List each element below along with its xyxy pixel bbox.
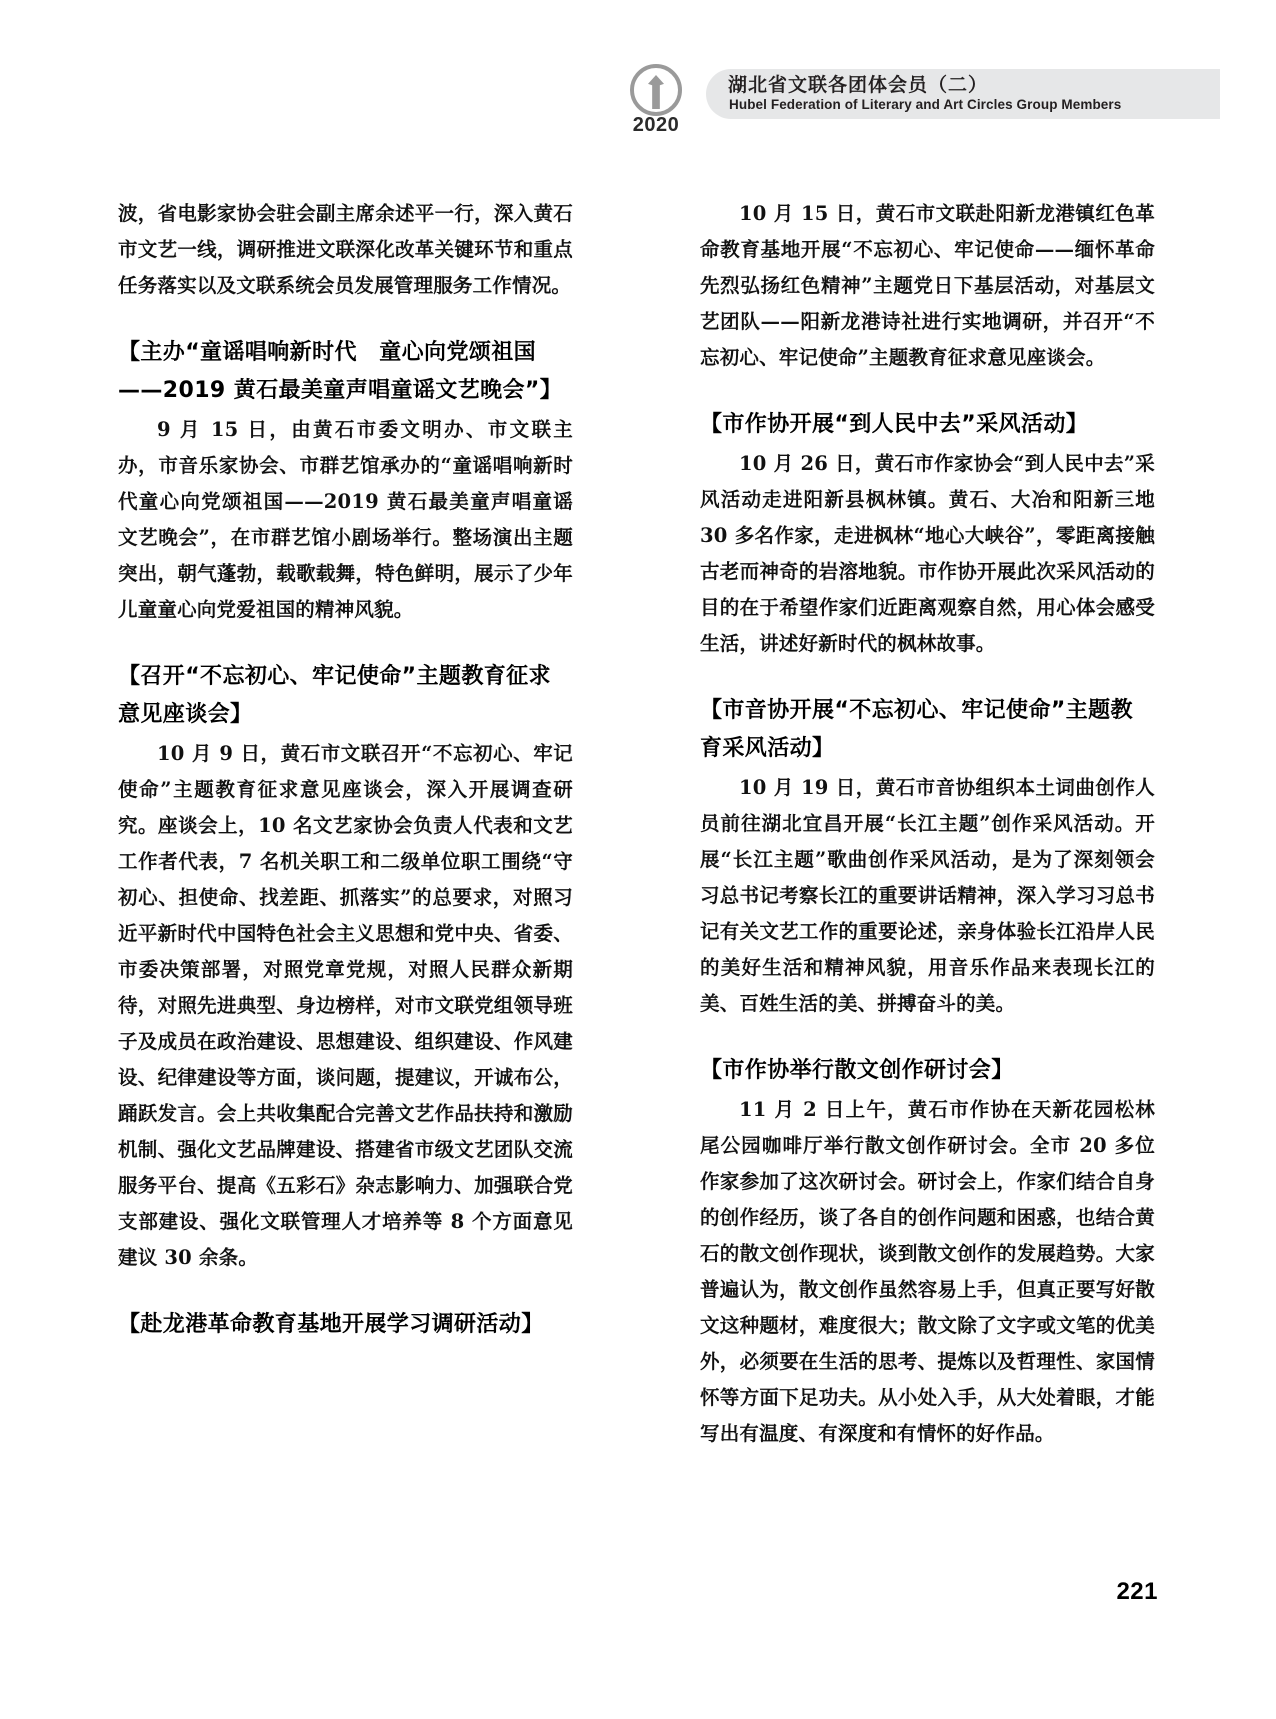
spacer <box>700 1022 1155 1052</box>
federation-emblem-glyph <box>648 75 664 109</box>
page-number: 221 <box>1116 1578 1158 1605</box>
federation-emblem-icon <box>630 64 682 116</box>
paragraph-sanwen: 11 月 2 日上午，黄石市作协在天新花园松林尾公园咖啡厅举行散文创作研讨会。全市 20 多位作家参加了这次研讨会。研讨会上，作家们结合自身的创作经历，谈了各自的创作问题和困惑，也结合黄石的散文创作现状，谈到散文创作的发展趋势。大家普遍认为，散文创作虽然容易上手，但真正要写好散文这种题材，难度很大；散文除了文字或文笔的优美外，必须要在生活的思考、提炼以及哲理性、家国情怀等方面下足功夫。从小处入手，从大处着眼，才能写出有温度、有深度和有情怀的好作品。 <box>700 1098 1155 1445</box>
paragraph-tongyao: 9 月 15 日，由黄石市委文明办、市文联主办，市音乐家协会、市群艺馆承办的“童谣唱响新时代童心向党颂祖国——2019 黄石最美童声唱童谣文艺晚会”，在市群艺馆小剧场举行。整场演出主题突出，朝气蓬勃，载歌载舞，特色鲜明，展示了少年儿童童心向党爱祖国的精神风貌。 <box>118 418 573 621</box>
paragraph-zuotanhui: 10 月 9 日，黄石市文联召开“不忘初心、牢记使命”主题教育征求意见座谈会，深入开展调查研究。座谈会上，10 名文艺家协会负责人代表和文艺工作者代表，7 名机关职工和二级单位职工围绕“守初心、担使命、找差距、抓落实”的总要求，对照习近平新时代中国特色社会主义思想和党中央、省委、市委决策部署，对照党章党规，对照人民群众新期待，对照先进典型、身边榜样，对市文联党组领导班子及成员在政治建设、思想建设、组织建设、作风建设、纪律建设等方面，谈问题，提建议，开诚布公，踊跃发言。会上共收集配合完善文艺作品扶持和激励机制、强化文艺品牌建设、搭建省市级文艺团队交流服务平台、提高《五彩石》杂志影响力、加强联合党支部建设、强化文联管理人才培养等 8 个方面意见建议 30 余条。 <box>118 742 573 1269</box>
spacer <box>118 1276 573 1306</box>
header-logo <box>620 64 706 140</box>
paragraph-daorenmin: 10 月 26 日，黄石市作家协会“到人民中去”采风活动走进阳新县枫林镇。黄石、大冶和阳新三地 30 多名作家，走进枫林“地心大峡谷”，零距离接触古老而神奇的岩溶地貌。市作协开展此次采风活动的目的在于希望作家们近距离观察自然，用心体会感受生活，讲述好新时代的枫林故事。 <box>700 452 1155 655</box>
spacer <box>700 662 1155 692</box>
running-header <box>620 64 1220 140</box>
section-heading-sanwen: 【市作协举行散文创作研讨会】 <box>700 1058 1014 1083</box>
left-column <box>118 196 573 1344</box>
paragraph-continuation: 波，省电影家协会驻会副主席余述平一行，深入黄石市文艺一线，调研推进文联深化改革关键环节和重点任务落实以及文联系统会员发展管理服务工作情况。 <box>118 202 573 297</box>
header-title-en: Hubel Federation of Literary and Art Circles Group Members <box>729 97 1122 112</box>
header-title-cn: 湖北省文联各团体会员（二） <box>728 74 989 96</box>
section-heading-yinxie: 【市音协开展“不忘初心、牢记使命”主题教育采风活动】 <box>700 698 1133 761</box>
spacer <box>118 304 573 334</box>
paragraph-yinxie: 10 月 19 日，黄石市音协组织本土词曲创作人员前往湖北宜昌开展“长江主题”创作采风活动。开展“长江主题”歌曲创作采风活动，是为了深刻领会习总书记考察长江的重要讲话精神，深入学习习总书记有关文艺工作的重要论述，亲身体验长江沿岸人民的美好生活和精神风貌，用音乐作品来表现长江的美、百姓生活的美、拼搏奋斗的美。 <box>700 776 1155 1015</box>
section-heading-daorenmin: 【市作协开展“到人民中去”采风活动】 <box>700 412 1089 437</box>
spacer <box>700 376 1155 406</box>
paragraph-longgang: 10 月 15 日，黄石市文联赴阳新龙港镇红色革命教育基地开展“不忘初心、牢记使命——缅怀革命先烈弘扬红色精神”主题党日下基层活动，对基层文艺团队——阳新龙港诗社进行实地调研，并召开“不忘初心、牢记使命”主题教育征求意见座谈会。 <box>700 202 1155 369</box>
spacer <box>118 628 573 658</box>
section-heading-zuotanhui: 【召开“不忘初心、牢记使命”主题教育征求意见座谈会】 <box>118 664 551 727</box>
section-heading-longgang: 【赴龙港革命教育基地开展学习调研活动】 <box>118 1312 544 1337</box>
right-column <box>700 196 1155 1452</box>
header-year: 2020 <box>632 114 680 136</box>
section-heading-tongyao: 【主办“童谣唱响新时代 童心向党颂祖国——2019 黄石最美童声唱童谣文艺晚会”】 <box>118 340 563 403</box>
